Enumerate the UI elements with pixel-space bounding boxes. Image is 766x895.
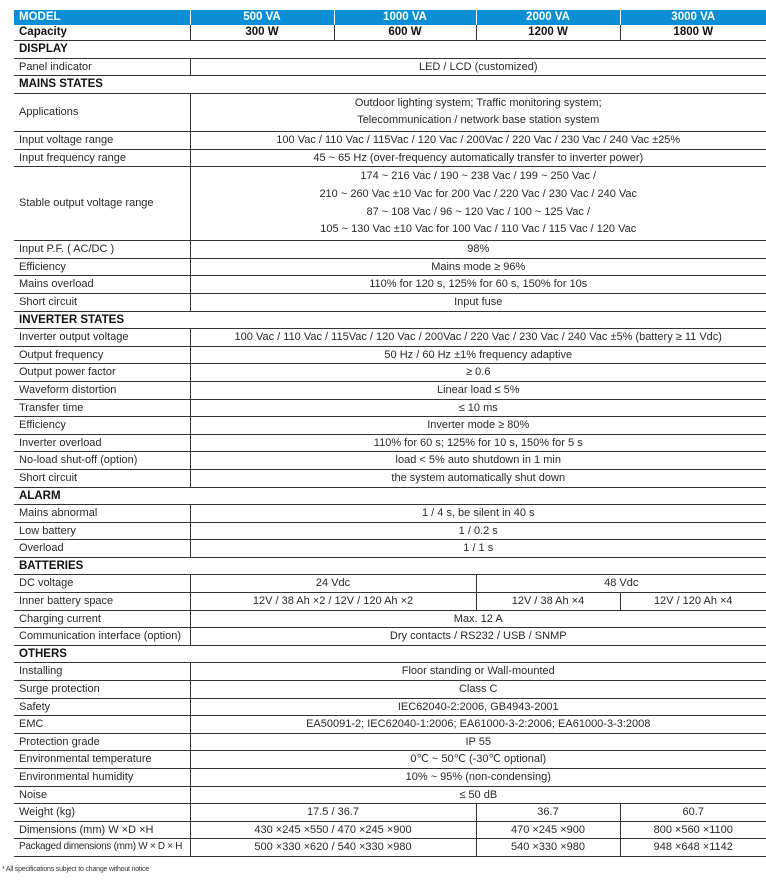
spec-value: LED / LCD (customized) [190,58,766,76]
spec-row [14,258,766,276]
section-title: ALARM [14,487,766,505]
section-alarm [14,487,766,505]
spec-label: Overload [14,540,190,558]
spec-label: Environmental temperature [14,751,190,769]
spec-value: 100 Vac / 110 Vac / 115Vac / 120 Vac / 200Vac / 220 Vac / 230 Vac / 240 Vac ±5% (battery ≥ 11 Vdc) [190,329,766,347]
section-display [14,41,766,59]
spec-value: ≤ 10 ms [190,399,766,417]
model-500va: 500 VA [190,10,334,25]
spec-label: Installing [14,663,190,681]
spec-label: Stable output voltage range [14,167,190,241]
spec-value: 100 Vac / 110 Vac / 115Vac / 120 Vac / 200Vac / 220 Vac / 230 Vac / 240 Vac ±25% [190,132,766,150]
footnote: * All specifications subject to change without notice [2,866,149,873]
spec-value: Max. 12 A [190,610,766,628]
spec-label: Inner battery space [14,593,190,611]
spec-label: Transfer time [14,399,190,417]
spec-label: Weight (kg) [14,804,190,822]
spec-value: 12V / 38 Ah ×4 [476,593,620,611]
spec-value: ≤ 50 dB [190,786,766,804]
spec-value: 470 ×245 ×900 [476,821,620,839]
spec-row [14,628,766,646]
spec-label: Efficiency [14,417,190,435]
spec-row [14,663,766,681]
spec-label: Low battery [14,522,190,540]
spec-value: 948 ×648 ×1142 [620,839,766,857]
spec-label: Waveform distortion [14,381,190,399]
spec-value: 36.7 [476,804,620,822]
spec-row [14,804,766,822]
spec-value: 50 Hz / 60 Hz ±1% frequency adaptive [190,346,766,364]
spec-label: Protection grade [14,733,190,751]
model-header-row [14,10,766,25]
spec-row [14,132,766,150]
spec-row [14,381,766,399]
capacity-row [14,25,766,41]
spec-value: 10% ~ 95% (non-condensing) [190,769,766,787]
capacity-value: 300 W [190,25,334,41]
spec-label: Short circuit [14,469,190,487]
spec-label: Short circuit [14,293,190,311]
spec-label: Inverter overload [14,434,190,452]
spec-value: Class C [190,681,766,699]
spec-row [14,93,766,131]
spec-value: IEC62040-2:2006, GB4943-2001 [190,698,766,716]
section-title: INVERTER STATES [14,311,766,329]
spec-row [14,751,766,769]
spec-value-line: 87 ~ 108 Vac / 96 ~ 120 Vac / 100 ~ 125 Vac / [366,205,591,218]
capacity-value: 600 W [334,25,476,41]
spec-label: Surge protection [14,681,190,699]
spec-row [14,769,766,787]
spec-row [14,610,766,628]
spec-value [190,167,766,241]
spec-value: 48 Vdc [476,575,766,593]
spec-row [14,329,766,347]
spec-value: 0℃ ~ 50℃ (-30℃ optional) [190,751,766,769]
spec-row [14,452,766,470]
spec-value: 60.7 [620,804,766,822]
model-1000va: 1000 VA [334,10,476,25]
spec-value: Dry contacts / RS232 / USB / SNMP [190,628,766,646]
spec-label: Noise [14,786,190,804]
spec-row [14,786,766,804]
spec-row [14,417,766,435]
spec-value: 1 / 0.2 s [190,522,766,540]
spec-row [14,434,766,452]
spec-value: 800 ×560 ×1100 [620,821,766,839]
section-others [14,645,766,663]
spec-row [14,540,766,558]
spec-value: 12V / 38 Ah ×2 / 12V / 120 Ah ×2 [190,593,476,611]
section-title: OTHERS [14,645,766,663]
spec-row [14,716,766,734]
spec-label: Communication interface (option) [14,628,190,646]
spec-row [14,593,766,611]
spec-row [14,839,766,857]
section-mains [14,76,766,94]
spec-row [14,469,766,487]
model-2000va: 2000 VA [476,10,620,25]
spec-value: 500 ×330 ×620 / 540 ×330 ×980 [190,839,476,857]
section-inverter [14,311,766,329]
spec-value: load < 5% auto shutdown in 1 min [190,452,766,470]
spec-label: Mains abnormal [14,505,190,523]
spec-row [14,167,766,241]
spec-value-line: Outdoor lighting system; Traffic monitoring system; [354,96,602,109]
spec-value: EA50091-2; IEC62040-1:2006; EA61000-3-2:2006; EA61000-3-3:2008 [190,716,766,734]
spec-label: Safety [14,698,190,716]
spec-value-line: 174 ~ 216 Vac / 190 ~ 238 Vac / 199 ~ 250 Vac / [360,170,597,183]
spec-value: 24 Vdc [190,575,476,593]
spec-value: the system automatically shut down [190,469,766,487]
spec-label: Input frequency range [14,149,190,167]
spec-label: Output power factor [14,364,190,382]
spec-value: 45 ~ 65 Hz (over-frequency automatically transfer to inverter power) [190,149,766,167]
spec-value: Mains mode ≥ 96% [190,258,766,276]
spec-row [14,58,766,76]
spec-row [14,241,766,259]
spec-value: Linear load ≤ 5% [190,381,766,399]
capacity-label: Capacity [14,25,190,41]
spec-label: No-load shut-off (option) [14,452,190,470]
spec-label: Mains overload [14,276,190,294]
spec-label: Applications [14,93,190,131]
spec-row [14,698,766,716]
spec-row [14,346,766,364]
spec-row [14,364,766,382]
spec-value: Floor standing or Wall-mounted [190,663,766,681]
spec-value: 430 ×245 ×550 / 470 ×245 ×900 [190,821,476,839]
spec-row [14,293,766,311]
spec-label: Panel indicator [14,58,190,76]
spec-row [14,733,766,751]
spec-row [14,821,766,839]
spec-value: 17.5 / 36.7 [190,804,476,822]
spec-value: ≥ 0.6 [190,364,766,382]
spec-value: 1 / 4 s, be silent in 40 s [190,505,766,523]
spec-value: 12V / 120 Ah ×4 [620,593,766,611]
spec-row [14,681,766,699]
spec-value: 98% [190,241,766,259]
spec-value: 110% for 60 s; 125% for 10 s, 150% for 5 s [190,434,766,452]
spec-row [14,149,766,167]
spec-row [14,505,766,523]
spec-value: IP 55 [190,733,766,751]
spec-value: 540 ×330 ×980 [476,839,620,857]
spec-label: Input P.F. ( AC/DC ) [14,241,190,259]
model-label: MODEL [14,10,190,25]
spec-label: EMC [14,716,190,734]
spec-label: Efficiency [14,258,190,276]
spec-row [14,522,766,540]
spec-label: Dimensions (mm) W ×D ×H [14,821,190,839]
spec-value [190,93,766,131]
spec-row [14,575,766,593]
capacity-value: 1800 W [620,25,766,41]
section-batteries [14,557,766,575]
spec-value-line: 105 ~ 130 Vac ±10 Vac for 100 Vac / 110 Vac / 115 Vac / 120 Vac [320,223,637,236]
spec-label: Inverter output voltage [14,329,190,347]
section-title: BATTERIES [14,557,766,575]
spec-table [14,10,766,857]
spec-row [14,399,766,417]
spec-label: Charging current [14,610,190,628]
section-title: DISPLAY [14,41,766,59]
spec-row [14,276,766,294]
spec-value: Input fuse [190,293,766,311]
spec-label: Output frequency [14,346,190,364]
spec-label: Input voltage range [14,132,190,150]
spec-label: Environmental humidity [14,769,190,787]
spec-value-line: Telecommunication / network base station system [357,114,600,127]
spec-label: Packaged dimensions (mm) W × D × H [14,839,190,857]
model-3000va: 3000 VA [620,10,766,25]
spec-value: 110% for 120 s, 125% for 60 s, 150% for 10s [190,276,766,294]
spec-value: 1 / 1 s [190,540,766,558]
capacity-value: 1200 W [476,25,620,41]
spec-label: DC voltage [14,575,190,593]
spec-value-line: 210 ~ 260 Vac ±10 Vac for 200 Vac / 220 Vac / 230 Vac / 240 Vac [319,188,638,201]
spec-value: Inverter mode ≥ 80% [190,417,766,435]
section-title: MAINS STATES [14,76,766,94]
